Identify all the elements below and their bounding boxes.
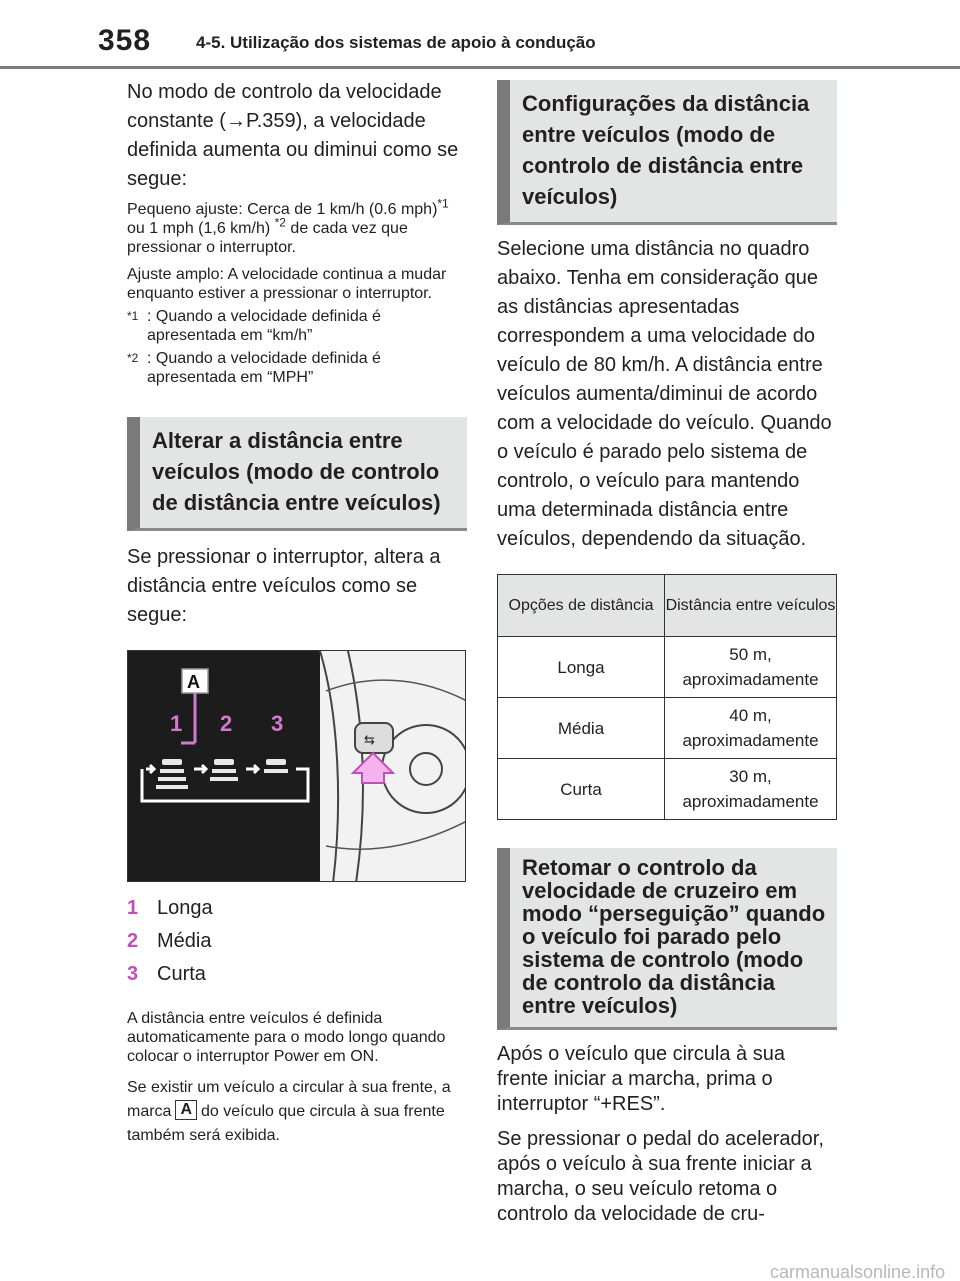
section-header-resume-control: [497, 848, 837, 1030]
note-power-on: A distância entre veículos é definida automaticamente para o modo longo quando colocar o interruptor Power em ON.: [127, 1010, 446, 1065]
right-column: [497, 80, 837, 1227]
table-cell: Longa: [498, 637, 665, 698]
section-paragraph: Se pressionar o interruptor, altera a distância entre veículos como se segue:: [127, 546, 441, 626]
section-paragraph: Se pressionar o pedal do acelerador, após o veículo à sua frente iniciar a marcha, o seu veículo retoma o controlo da velocidade de cru-: [497, 1128, 824, 1225]
table-cell: Média: [498, 698, 665, 759]
svg-text:⇆: ⇆: [364, 733, 375, 748]
note-vehicle-mark: Se existir um veículo a circular à sua frente, a marca A do veículo que circula à sua frente também será exibida.: [127, 1079, 451, 1144]
section-paragraph: Após o veículo que circula à sua frente iniciar a marcha, prima o interruptor “+RES”.: [497, 1043, 785, 1115]
table-header-cell: Opções de distância: [498, 575, 665, 637]
intro-paragraph: No modo de controlo da velocidade constante (→P.359), a velocidade definida aumenta ou diminui como se segue:: [127, 81, 459, 190]
section-header-distance-settings: [497, 80, 837, 225]
distance-bars-2: [210, 759, 238, 781]
section-title: Configurações da distância entre veículos (modo de controlo de distância entre veículos): [522, 91, 810, 209]
page-number: 358: [98, 24, 152, 57]
section-header-change-distance: [127, 417, 467, 531]
section-title: Alterar a distância entre veículos (modo de controlo de distância entre veículos): [152, 428, 441, 515]
display-panel: [128, 651, 320, 882]
distance-list: [127, 892, 467, 991]
table-row: [498, 698, 837, 759]
header-rule: [0, 66, 960, 69]
table-header-cell: Distância entre veículos: [665, 575, 837, 637]
page-header: [0, 0, 960, 70]
list-item: 2 Média: [127, 930, 212, 952]
distance-switch-figure: [127, 650, 466, 882]
figure-number-3: 3: [271, 711, 284, 736]
figure-number-1: 1: [170, 711, 183, 736]
coarse-adjust-note: Ajuste amplo: A velocidade continua a mudar enquanto estiver a pressionar o interruptor.: [127, 266, 447, 302]
callout-label: A: [187, 672, 200, 692]
distance-table: [497, 574, 837, 820]
figure-illustration: [128, 651, 466, 882]
table-cell: 50 m, aproximadamente: [665, 637, 837, 698]
figure-number-2: 2: [220, 711, 233, 736]
footnote-1: *1 : Quando a velocidade definida é apresentada em “km/h”: [127, 308, 381, 344]
watermark: carmanualsonline.info: [770, 1262, 946, 1281]
section-paragraph: Selecione uma distância no quadro abaixo. Tenha em consideração que as distâncias apresentadas correspondem a uma velocidade do veículo de 80 km/h. A distância entre veículos aumenta/diminui de acordo com a velocidade do veículo. Quando o veículo é parado pelo sistema de controlo, o veículo para mantendo uma determinada distância entre veículos, dependendo da situação.: [497, 238, 832, 550]
section-title: Retomar o controlo da velocidade de cruzeiro em modo “perseguição” quando o veículo foi parado pelo sistema de controlo (modo de controlo da distância entre veículos): [522, 855, 826, 1018]
table-cell: 30 m, aproximadamente: [665, 759, 837, 820]
list-item: 3 Curta: [127, 963, 206, 985]
list-item: 1 Longa: [127, 897, 213, 919]
fine-adjust-note: Pequeno ajuste: Cerca de 1 km/h (0.6 mph)$^{*1}$ ou 1 mph (1,6 km/h) $^{*2}$ de cada vez que pressionar o interruptor.: [127, 196, 449, 256]
table-row: [498, 637, 837, 698]
left-column: [127, 78, 467, 1148]
table-header-row: [498, 575, 837, 637]
footnote-2: *2 : Quando a velocidade definida é apresentada em “MPH”: [127, 350, 381, 386]
running-title: 4-5. Utilização dos sistemas de apoio à condução: [196, 33, 596, 52]
table-cell: Curta: [498, 759, 665, 820]
inline-callout-box: A: [175, 1100, 197, 1120]
table-cell: 40 m, aproximadamente: [665, 698, 837, 759]
table-row: [498, 759, 837, 820]
